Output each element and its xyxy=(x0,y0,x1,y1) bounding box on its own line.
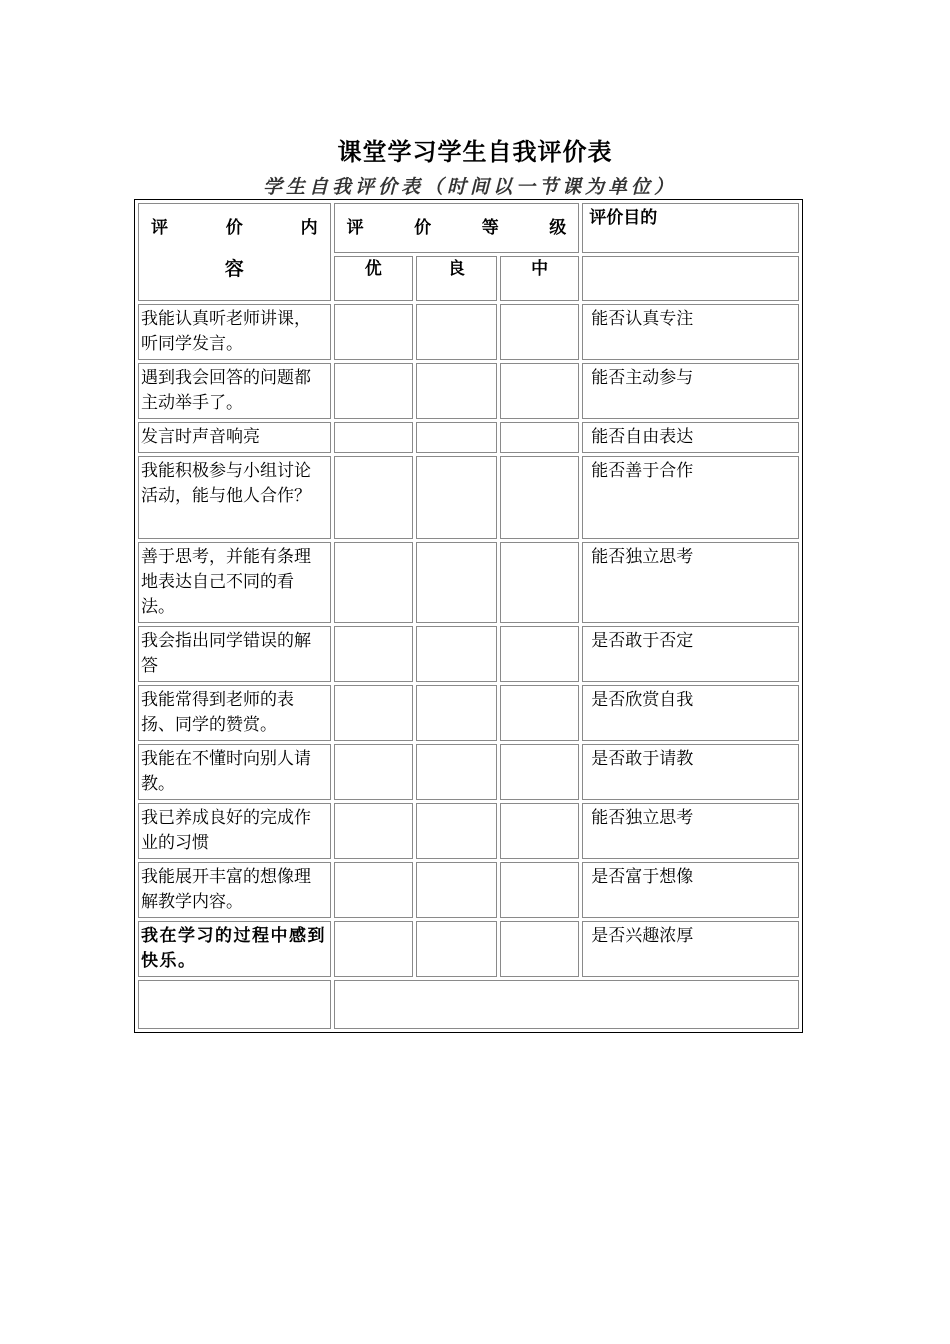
grade-checkbox-cell[interactable] xyxy=(416,363,497,419)
table-row xyxy=(138,921,799,977)
grade-checkbox-cell[interactable] xyxy=(500,304,579,360)
content-header-char: 内 xyxy=(300,218,318,238)
item-cell: 遇到我会回答的问题都主动举手了。 xyxy=(138,363,331,419)
grade-checkbox-cell[interactable] xyxy=(500,744,579,800)
grade-checkbox-cell[interactable] xyxy=(334,304,413,360)
footer-row xyxy=(138,980,799,1029)
grade-checkbox-cell[interactable] xyxy=(416,456,497,539)
grade-average: 中 xyxy=(500,256,579,301)
grade-checkbox-cell[interactable] xyxy=(500,626,579,682)
purpose-cell: 是否敢于请教 xyxy=(582,744,799,800)
table-row xyxy=(138,803,799,859)
page-title: 课堂学习学生自我评价表 xyxy=(337,137,613,166)
purpose-cell: 能否独立思考 xyxy=(582,803,799,859)
grade-checkbox-cell[interactable] xyxy=(334,626,413,682)
table-row xyxy=(138,304,799,360)
item-cell: 我能常得到老师的表扬、同学的赞赏。 xyxy=(138,685,331,741)
item-cell: 我在学习的过程中感到快乐。 xyxy=(138,921,331,977)
item-cell: 我已养成良好的完成作业的习惯 xyxy=(138,803,331,859)
grade-checkbox-cell[interactable] xyxy=(500,542,579,623)
footer-empty-cell[interactable] xyxy=(138,980,331,1029)
grade-checkbox-cell[interactable] xyxy=(416,542,497,623)
table-row xyxy=(138,626,799,682)
grade-row-empty-cell xyxy=(582,256,799,301)
purpose-cell: 能否善于合作 xyxy=(582,456,799,539)
content-header-char: 评 xyxy=(151,218,168,238)
purpose-cell: 是否兴趣浓厚 xyxy=(582,921,799,977)
grade-checkbox-cell[interactable] xyxy=(416,422,497,453)
grade-checkbox-cell[interactable] xyxy=(500,363,579,419)
grade-checkbox-cell[interactable] xyxy=(416,685,497,741)
item-cell: 我能在不懂时向别人请教。 xyxy=(138,744,331,800)
grade-checkbox-cell[interactable] xyxy=(500,422,579,453)
grade-checkbox-cell[interactable] xyxy=(334,744,413,800)
table-row xyxy=(138,422,799,453)
grade-header-cell xyxy=(334,203,580,253)
grade-checkbox-cell[interactable] xyxy=(334,685,413,741)
purpose-cell: 是否欣赏自我 xyxy=(582,685,799,741)
grade-checkbox-cell[interactable] xyxy=(416,921,497,977)
content-header-tail: 容 xyxy=(224,258,244,280)
purpose-header-cell: 评价目的 xyxy=(582,203,799,253)
table-row xyxy=(138,363,799,419)
grade-checkbox-cell[interactable] xyxy=(500,685,579,741)
grade-checkbox-cell[interactable] xyxy=(416,862,497,918)
footer-wide-cell[interactable] xyxy=(334,980,799,1029)
grade-header-char: 等 xyxy=(481,218,499,238)
evaluation-table xyxy=(134,199,803,1033)
grade-checkbox-cell[interactable] xyxy=(416,803,497,859)
grade-checkbox-cell[interactable] xyxy=(334,456,413,539)
grade-checkbox-cell[interactable] xyxy=(500,803,579,859)
grade-excellent: 优 xyxy=(334,256,413,301)
grade-checkbox-cell[interactable] xyxy=(500,456,579,539)
grade-checkbox-cell[interactable] xyxy=(500,921,579,977)
page-subtitle: 学生自我评价表（时间以一节课为单位） xyxy=(262,176,677,198)
table-row xyxy=(138,862,799,918)
grade-header-char: 评 xyxy=(346,218,364,238)
grade-checkbox-cell[interactable] xyxy=(500,862,579,918)
item-cell: 我能认真听老师讲课，听同学发言。 xyxy=(138,304,331,360)
grade-checkbox-cell[interactable] xyxy=(334,921,413,977)
header-row xyxy=(138,203,799,253)
table-row xyxy=(138,542,799,623)
item-cell: 善于思考，并能有条理地表达自己不同的看法。 xyxy=(138,542,331,623)
purpose-cell: 能否主动参与 xyxy=(582,363,799,419)
purpose-cell: 能否认真专注 xyxy=(582,304,799,360)
grade-checkbox-cell[interactable] xyxy=(416,744,497,800)
item-cell: 发言时声音响亮 xyxy=(138,422,331,453)
grade-checkbox-cell[interactable] xyxy=(416,304,497,360)
grade-checkbox-cell[interactable] xyxy=(334,862,413,918)
item-cell: 我能积极参与小组讨论活动，能与他人合作？ xyxy=(138,456,331,539)
table-row xyxy=(138,744,799,800)
grade-header-char: 价 xyxy=(414,218,432,238)
purpose-cell: 能否自由表达 xyxy=(582,422,799,453)
table-row xyxy=(138,456,799,539)
purpose-cell: 是否敢于否定 xyxy=(582,626,799,682)
purpose-cell: 是否富于想像 xyxy=(582,862,799,918)
grade-checkbox-cell[interactable] xyxy=(334,422,413,453)
purpose-cell: 能否独立思考 xyxy=(582,542,799,623)
grade-checkbox-cell[interactable] xyxy=(334,542,413,623)
grade-checkbox-cell[interactable] xyxy=(416,626,497,682)
table-row xyxy=(138,685,799,741)
item-cell: 我能展开丰富的想像理解教学内容。 xyxy=(138,862,331,918)
content-header-char: 价 xyxy=(225,218,243,238)
grade-good: 良 xyxy=(416,256,497,301)
grade-header-char: 级 xyxy=(549,218,567,238)
item-cell: 我会指出同学错误的解答 xyxy=(138,626,331,682)
grade-checkbox-cell[interactable] xyxy=(334,803,413,859)
grade-checkbox-cell[interactable] xyxy=(334,363,413,419)
content-header-cell xyxy=(138,203,331,301)
